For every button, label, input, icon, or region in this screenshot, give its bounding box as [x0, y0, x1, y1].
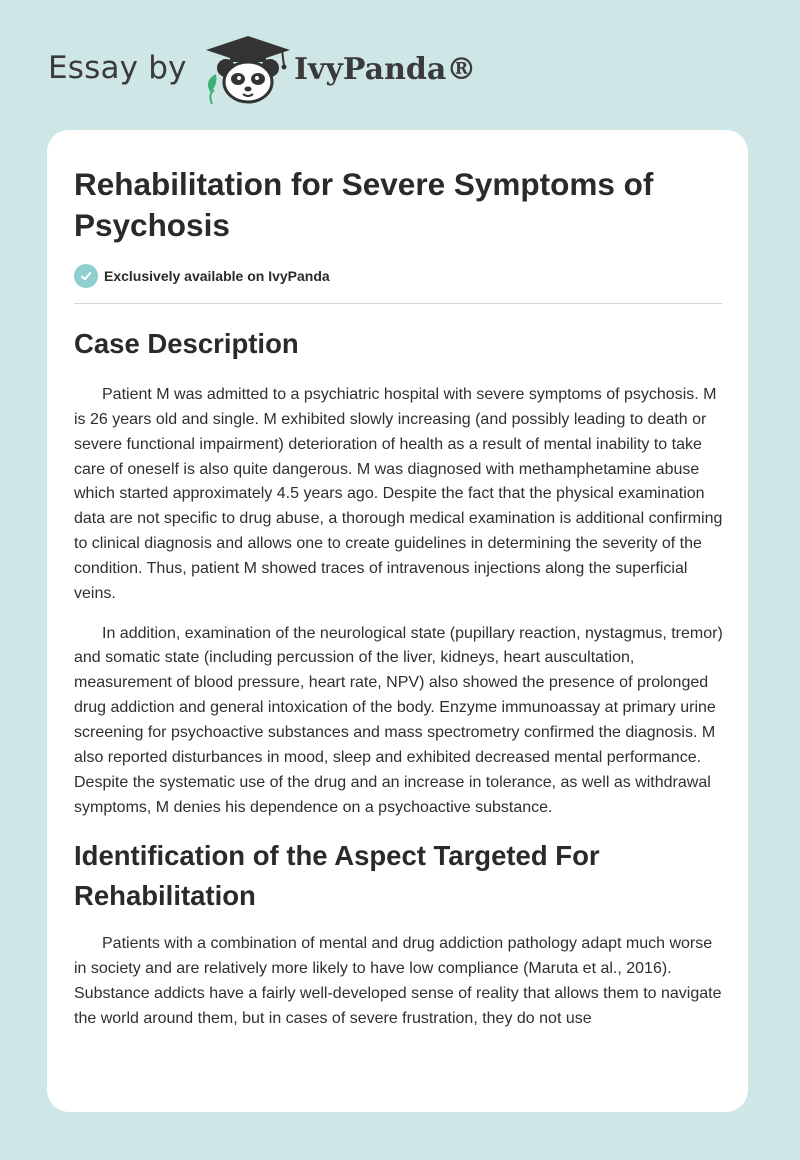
- paragraph: Patient M was admitted to a psychiatric hospital with severe symptoms of psychosis. M is 26 years old and single. M exhibited slowly increasing (and possibly leading to death or severe functional impairment) deterioration of health as a result of mental inability to take care of oneself is also quite dangerous. M was diagnosed with methamphetamine abuse which started approximately 4.5 years ago. Despite the fact that the physical examination data are not specific to drug abuse, a thorough medical examination is additional confirming to clinical diagnosis and allows one to create guidelines in determining the severity of the condition. Thus, patient M showed traces of intravenous injections along the superficial veins.: [74, 386, 723, 602]
- divider: [74, 303, 722, 304]
- brand-name: IvyPanda®: [294, 52, 477, 87]
- check-icon: [74, 264, 98, 288]
- section-heading: Identification of the Aspect Targeted For Rehabilitation: [74, 840, 600, 912]
- section-heading: Case Description: [74, 328, 299, 359]
- panda-graduate-icon: [202, 34, 294, 106]
- essay-card: [47, 130, 748, 1112]
- paragraph: In addition, examination of the neurological state (pupillary reaction, nystagmus, tremor) and somatic state (including percussion of the liver, kidneys, heart auscultation, measurement of blood pressure, heart rate, NPV) also showed the presence of prolonged drug addiction and general intoxication of the body. Enzyme immunoassay at primary urine screening for psychoactive substances and mass spectrometry confirmed the diagnosis. M also reported disturbances in mood, sleep and exhibited decreased mental performance. Despite the systematic use of the drug and an increase in tolerance, as well as withdrawal symptoms, M denies his dependence on a psychoactive substance.: [74, 624, 723, 816]
- page-title: Rehabilitation for Severe Symptoms of Psychosis: [74, 166, 654, 243]
- brand-header[interactable]: [48, 34, 508, 104]
- brand-prefix: Essay by: [48, 50, 187, 86]
- paragraph: Patients with a combination of mental and drug addiction pathology adapt much worse in society and are relatively more likely to have low compliance (Maruta et al., 2016). Substance addicts have a fairly well-developed sense of reality that allows them to navigate the world around them, but in cases of severe frustration, they do not use: [74, 935, 722, 1027]
- article-body: [74, 320, 726, 1032]
- badge-label: Exclusively available on IvyPanda: [104, 268, 330, 284]
- exclusive-badge: [74, 264, 330, 288]
